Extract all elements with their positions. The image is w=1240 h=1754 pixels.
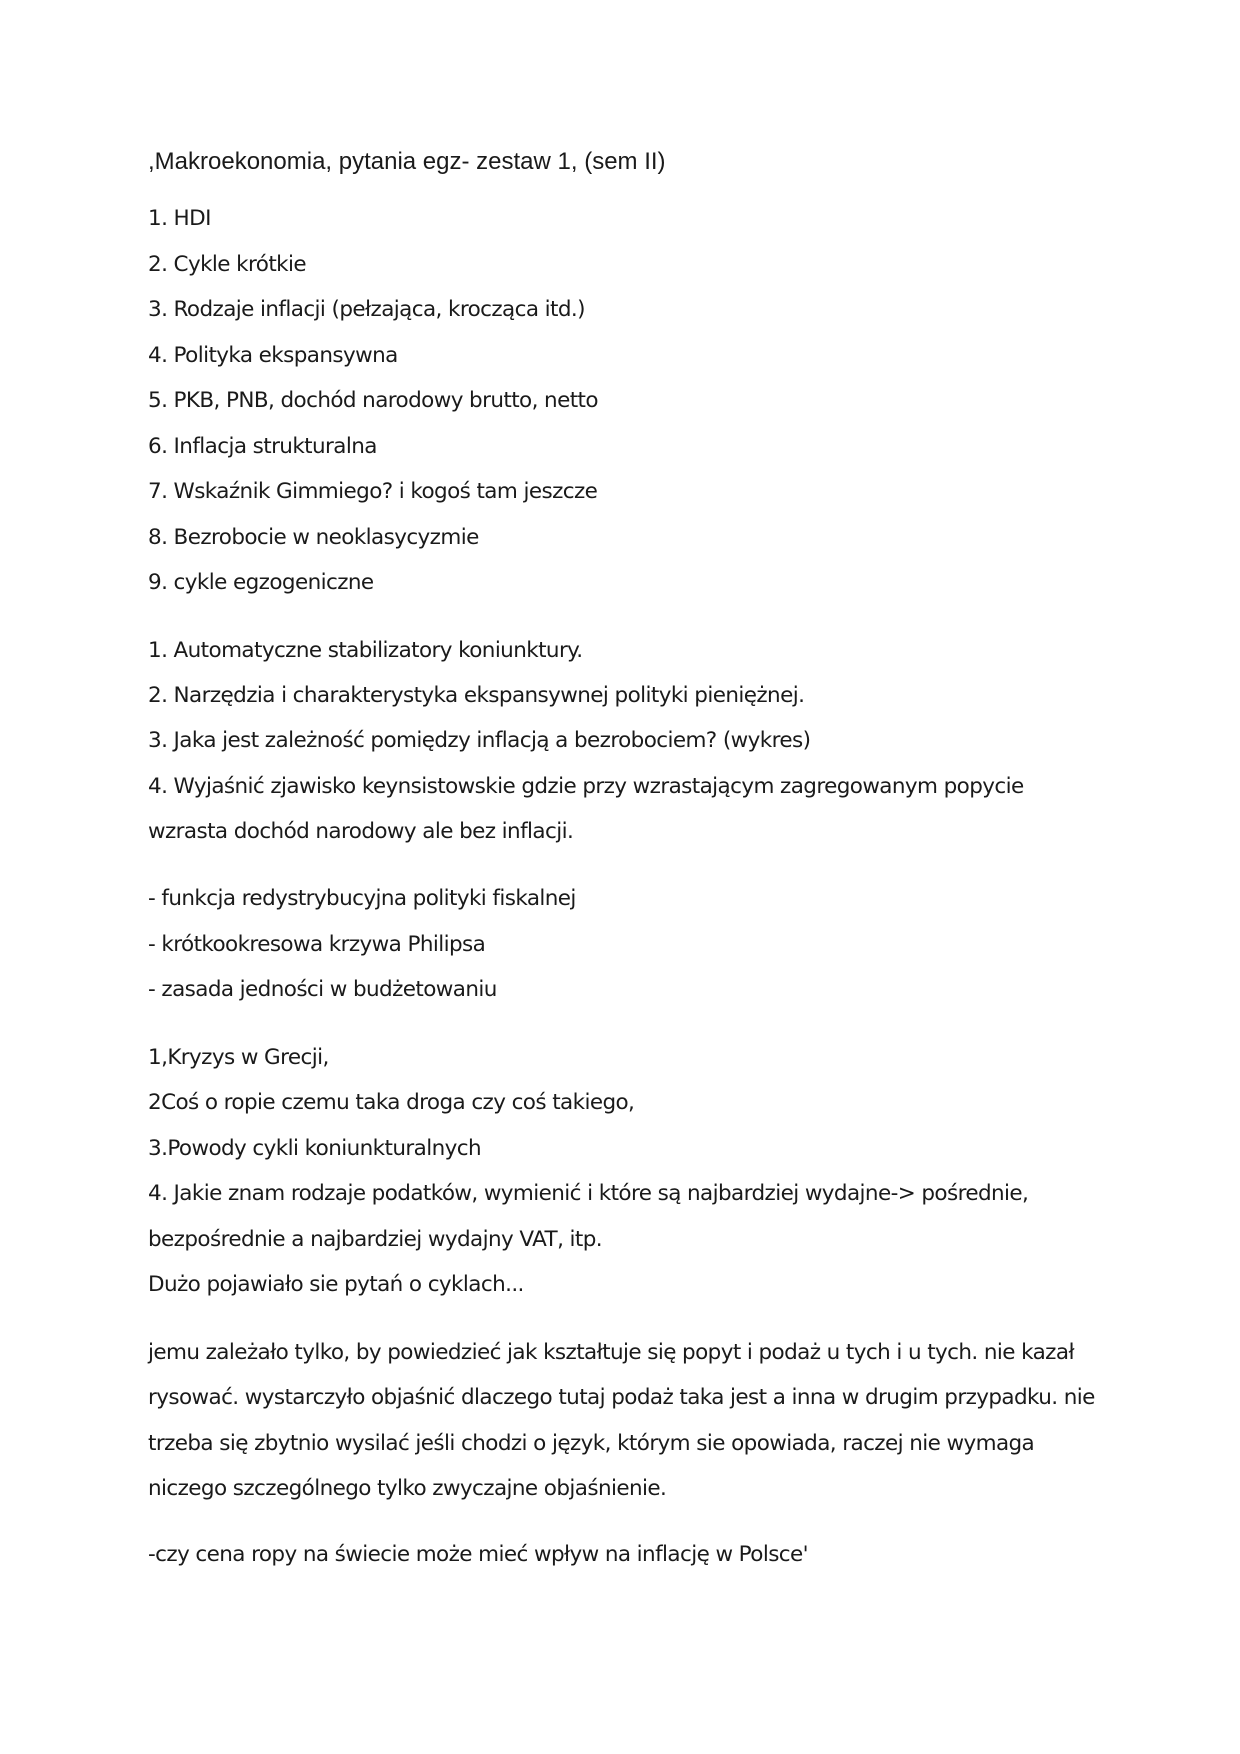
list-item: - krótkookresowa krzywa Philipsa: [148, 932, 486, 957]
paragraph-line: rysować. wystarczyło objaśnić dlaczego tutaj podaż taka jest a inna w drugim przypadku. nie: [148, 1385, 1095, 1410]
list-item: 2Coś o ropie czemu taka droga czy coś takiego,: [148, 1090, 635, 1115]
list-item: 2. Cykle krótkie: [148, 252, 307, 277]
list-item: 4. Wyjaśnić zjawisko keynsistowskie gdzie przy wzrastającym zagregowanym popycie: [148, 774, 1024, 799]
list-item: 1,Kryzys w Grecji,: [148, 1045, 329, 1070]
list-item: 3.Powody cykli koniunkturalnych: [148, 1136, 481, 1161]
list-item: 8. Bezrobocie w neoklasycyzmie: [148, 525, 479, 550]
note-line: Dużo pojawiało sie pytań o cyklach...: [148, 1272, 524, 1297]
list-item: 4. Polityka ekspansywna: [148, 343, 398, 368]
list-item: 3. Rodzaje inflacji (pełzająca, krocząca itd.): [148, 297, 585, 322]
final-question: -czy cena ropy na świecie może mieć wpływ na inflację w Polsce': [148, 1542, 808, 1567]
paragraph-line: niczego szczególnego tylko zwyczajne objaśnienie.: [148, 1476, 667, 1501]
paragraph-line: trzeba się zbytnio wysilać jeśli chodzi o język, którym sie opowiada, raczej nie wymaga: [148, 1431, 1035, 1456]
list-item: - zasada jedności w budżetowaniu: [148, 977, 497, 1002]
list-item-continuation: bezpośrednie a najbardziej wydajny VAT, itp.: [148, 1227, 603, 1252]
document-title: ,Makroekonomia, pytania egz- zestaw 1, (sem II): [148, 148, 666, 175]
list-item: 4. Jakie znam rodzaje podatków, wymienić i które są najbardziej wydajne-> pośrednie,: [148, 1181, 1029, 1206]
list-item-continuation: wzrasta dochód narodowy ale bez inflacji.: [148, 819, 574, 844]
list-item: - funkcja redystrybucyjna polityki fiskalnej: [148, 886, 576, 911]
list-item: 3. Jaka jest zależność pomiędzy inflacją a bezrobociem? (wykres): [148, 728, 811, 753]
list-item: 1. Automatyczne stabilizatory koniunktury.: [148, 638, 583, 663]
paragraph-line: jemu zależało tylko, by powiedzieć jak kształtuje się popyt i podaż u tych i u tych. nie kazał: [148, 1340, 1074, 1365]
list-item: 2. Narzędzia i charakterystyka ekspansywnej polityki pieniężnej.: [148, 683, 805, 708]
list-item: 5. PKB, PNB, dochód narodowy brutto, netto: [148, 388, 598, 413]
list-item: 6. Inflacja strukturalna: [148, 434, 377, 459]
list-item: 1. HDI: [148, 206, 211, 231]
list-item: 9. cykle egzogeniczne: [148, 570, 374, 595]
list-item: 7. Wskaźnik Gimmiego? i kogoś tam jeszcze: [148, 479, 598, 504]
